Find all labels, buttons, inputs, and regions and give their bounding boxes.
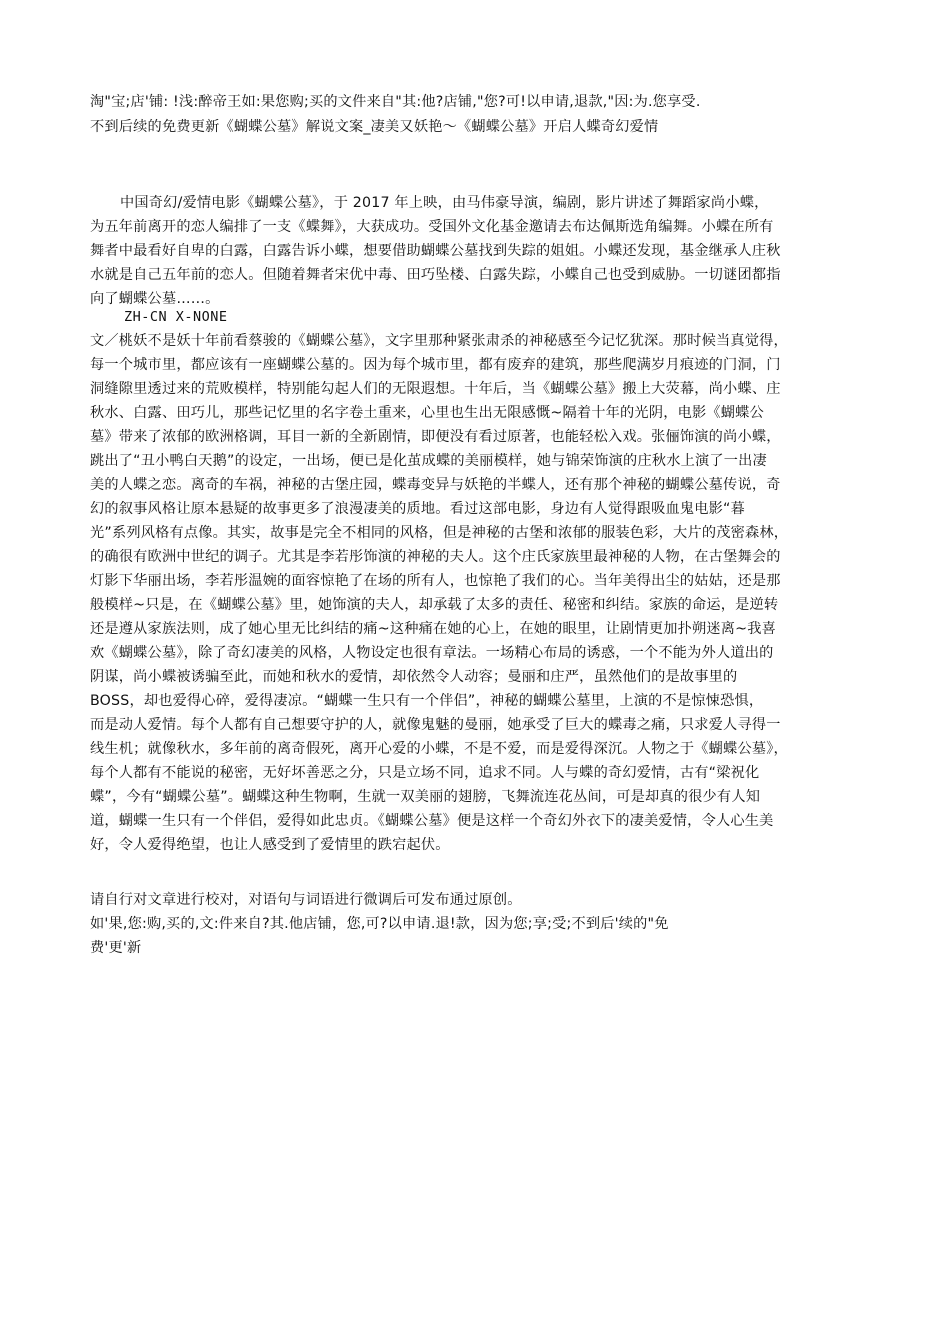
body-line: 文／桃妖不是妖十年前看蔡骏的《蝴蝶公墓》，文字里那种紧张肃杀的神秘感至今记忆犹深。那时候当真觉得，: [90, 333, 788, 349]
body-line: 还是遵从家族法则，成了她心里无比纠结的痛~这种痛在她的心上，在她的眼里，让剧情更加扑朔迷离~我喜: [90, 621, 777, 637]
proofread-note: 请自行对文章进行校对，对语句与词语进行微调后可发布通过原创。: [90, 892, 522, 908]
body-line: 美的人蝶之恋。离奇的车祸，神秘的古堡庄园，蝶毒变异与妖艳的半蝶人，还有那个神秘的蝴蝶公墓传说，奇: [90, 477, 781, 493]
body-line: 每个人都有不能说的秘密，无好坏善恶之分，只是立场不同，追求不同。人与蝶的奇幻爱情，古有“梁祝化: [90, 765, 760, 781]
body-line: 好，令人爱得绝望，也让人感受到了爱情里的跌宕起伏。: [90, 837, 450, 853]
body-line: 秋水、白露、田巧儿，那些记忆里的名字卷土重来，心里也生出无限感慨~隔着十年的光阴，电影《蝴蝶公: [90, 405, 764, 421]
intro-line: 中国奇幻/爱情电影《蝴蝶公墓》，于 2017 年上映，由马伟豪导演，编剧，影片讲述了舞蹈家尚小蝶，: [120, 195, 769, 211]
body-line: 道，蝴蝶一生只有一个伴侣，爱得如此忠贞。《蝴蝶公墓》便是这样一个奇幻外衣下的凄美爱情，令人心生美: [90, 813, 774, 829]
footer-notice-line-1: 如'果,您:购,买的,文:件来自?其.他店铺，您,可?以申请.退!款，因为您;享;受;不到后'续的"免: [90, 916, 669, 932]
body-line: 的确很有欧洲中世纪的调子。尤其是李若彤饰演的神秘的夫人。这个庄氏家族里最神秘的人物，在古堡舞会的: [90, 549, 781, 565]
document-title: 不到后续的免费更新《蝴蝶公墓》解说文案_凄美又妖艳～《蝴蝶公墓》开启人蝶奇幻爱情: [90, 119, 659, 135]
body-line: 线生机；就像秋水，多年前的离奇假死，离开心爱的小蝶，不是不爱，而是爱得深沉。人物之于《蝴蝶公墓》，: [90, 741, 788, 757]
body-line: 光”系列风格有点像。其实，故事是完全不相同的风格，但是神秘的古堡和浓郁的服装色彩，大片的茂密森林，: [90, 525, 789, 541]
header-notice-line-1: 淘"宝;店'铺: !浅:醉帝王如:果您购;买的文件来自"其:他?店铺,"您?可!以申请,退款,"因:为.您享受.: [90, 94, 701, 110]
body-line: 阴谋，尚小蝶被诱骗至此，而她和秋水的爱情，却依然令人动容；曼丽和庄严，虽然他们的是故事里的: [90, 669, 738, 685]
intro-line: 水就是自己五年前的恋人。但随着舞者宋优中毒、田巧坠楼、白露失踪，小蝶自己也受到威胁。一切谜团都指: [90, 267, 781, 283]
intro-line: 向了蝴蝶公墓……。: [90, 291, 220, 307]
intro-line: 舞者中最看好自卑的白露，白露告诉小蝶，想要借助蝴蝶公墓找到失踪的姐姐。小蝶还发现，基金继承人庄秋: [90, 243, 781, 259]
body-line: 而是动人爱情。每个人都有自己想要守护的人，就像鬼魅的曼丽，她承受了巨大的蝶毒之痛，只求爱人寻得一: [90, 717, 781, 733]
body-line: 蝶”，今有“蝴蝶公墓”。蝴蝶这种生物啊，生就一双美丽的翅膀，飞舞流连花丛间，可是却真的很少有人知: [90, 789, 761, 805]
body-line: 每一个城市里，都应该有一座蝴蝶公墓的。因为每个城市里，都有废弃的建筑，那些爬满岁月痕迹的门洞，门: [90, 357, 781, 373]
body-line: 幻的叙事风格让原本悬疑的故事更多了浪漫凄美的质地。看过这部电影，身边有人觉得跟吸血鬼电影“暮: [90, 501, 745, 517]
body-line: 洞缝隙里透过来的荒败模样，特别能勾起人们的无限遐想。十年后，当《蝴蝶公墓》搬上大荧幕，尚小蝶、庄: [90, 381, 781, 397]
body-line: 灯影下华丽出场，李若彤温婉的面容惊艳了在场的所有人，也惊艳了我们的心。当年美得出尘的姑姑，还是那: [90, 573, 781, 589]
body-line: 跳出了“丑小鸭白天鹅”的设定，一出场，便已是化茧成蝶的美丽模样，她与锦荣饰演的庄秋水上演了一出凄: [90, 453, 767, 469]
footer-notice-line-2: 费'更'新: [90, 940, 142, 956]
body-line: BOSS，却也爱得心碎，爱得凄凉。“蝴蝶一生只有一个伴侣”，神秘的蝴蝶公墓里，上演的不是惊悚恐惧，: [90, 693, 764, 709]
body-line: 般模样~只是，在《蝴蝶公墓》里，她饰演的夫人，却承载了太多的责任、秘密和纠结。家族的命运，是逆转: [90, 597, 779, 613]
language-marker: ZH-CN X-NONE: [124, 309, 228, 325]
body-line: 墓》带来了浓郁的欧洲格调，耳目一新的全新剧情，即便没有看过原著，也能轻松入戏。张俪饰演的尚小蝶，: [90, 429, 781, 445]
body-line: 欢《蝴蝶公墓》，除了奇幻凄美的风格，人物设定也很有章法。一场精心布局的诱惑，一个不能为外人道出的: [90, 645, 774, 661]
intro-line: 为五年前离开的恋人编排了一支《蝶舞》，大获成功。受国外文化基金邀请去布达佩斯选角编舞。小蝶在所有: [90, 219, 774, 235]
